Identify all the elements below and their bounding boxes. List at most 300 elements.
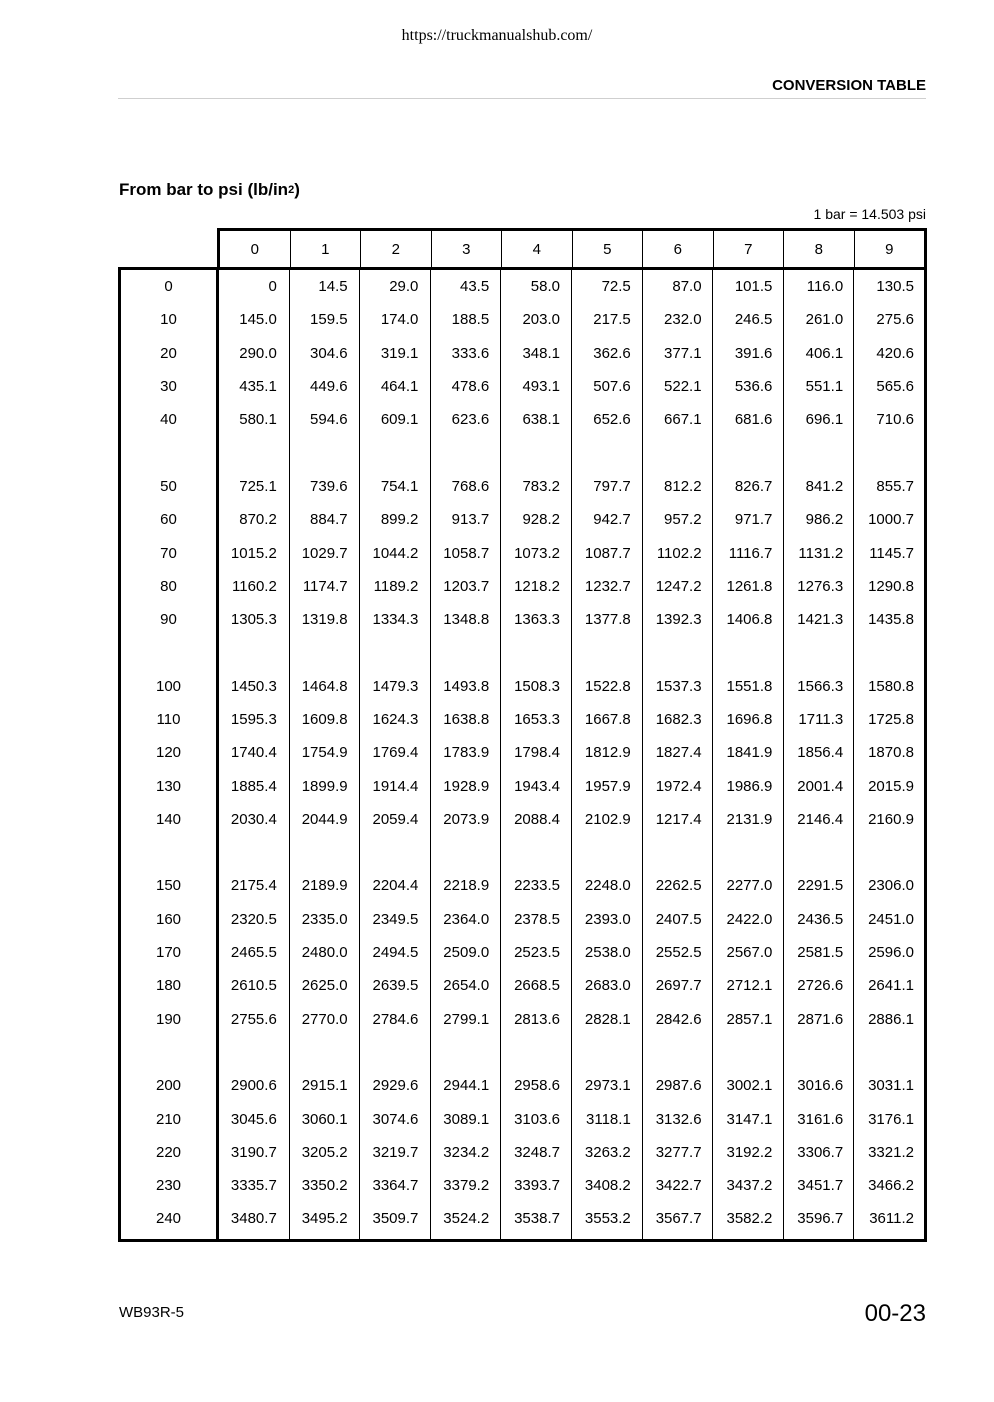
table-row xyxy=(121,1136,924,1169)
table-cell: 1972.4 xyxy=(655,777,702,795)
table-cell: 870.2 xyxy=(239,511,277,529)
table-cell: 1827.4 xyxy=(655,744,702,762)
table-cell: 3495.2 xyxy=(301,1210,348,1228)
table-cell: 2015.9 xyxy=(868,777,914,795)
table-cell: 116.0 xyxy=(806,278,844,296)
table-row xyxy=(121,936,924,969)
table-cell: 3408.2 xyxy=(584,1177,631,1195)
table-cell: 1261.8 xyxy=(726,577,773,595)
table-cell: 551.1 xyxy=(805,378,844,396)
table-cell: 2641.1 xyxy=(868,977,914,995)
table-cell: 3074.6 xyxy=(372,1110,419,1128)
table-row xyxy=(121,403,924,436)
table-cell: 2306.0 xyxy=(868,877,914,895)
table-row xyxy=(121,869,924,902)
page-number: 00-23 xyxy=(864,1300,926,1327)
table-cell: 145.0 xyxy=(239,311,277,329)
row-label: 40 xyxy=(160,411,177,429)
table-cell: 1856.4 xyxy=(797,744,844,762)
table-cell: 1580.8 xyxy=(868,677,914,695)
table-cell: 2059.4 xyxy=(372,810,419,828)
table-cell: 1116.7 xyxy=(728,544,773,562)
table-cell: 841.2 xyxy=(805,477,844,495)
table-cell: 1957.9 xyxy=(584,777,631,795)
table-cell: 899.2 xyxy=(380,511,419,529)
table-cell: 2335.0 xyxy=(301,910,348,928)
table-cell: 681.6 xyxy=(734,411,773,429)
row-label: 120 xyxy=(155,744,182,762)
table-cell: 2581.5 xyxy=(797,944,844,962)
table-cell: 783.2 xyxy=(522,477,560,495)
table-cell: 2929.6 xyxy=(372,1077,419,1095)
table-cell: 3582.2 xyxy=(726,1210,773,1228)
row-label: 70 xyxy=(160,544,177,562)
table-cell: 1522.8 xyxy=(584,677,631,695)
table-cell: 2973.1 xyxy=(584,1077,631,1095)
table-cell: 1551.8 xyxy=(726,677,773,695)
group-spacer xyxy=(121,836,924,869)
table-cell: 1696.8 xyxy=(726,711,773,728)
table-cell: 1421.3 xyxy=(797,611,844,629)
table-cell: 3524.2 xyxy=(443,1210,490,1228)
table-cell: 1058.7 xyxy=(443,544,490,562)
row-label: 10 xyxy=(160,311,177,329)
table-cell: 754.1 xyxy=(380,477,419,495)
table-cell: 1508.3 xyxy=(514,677,560,695)
table-cell: 565.6 xyxy=(876,378,914,396)
table-row xyxy=(121,536,924,569)
table-cell: 1217.4 xyxy=(655,810,702,828)
table-cell: 1000.7 xyxy=(868,511,914,529)
table-cell: 464.1 xyxy=(380,378,419,396)
table-cell: 1653.3 xyxy=(514,711,560,728)
table-cell: 2407.5 xyxy=(655,910,702,928)
row-label: 160 xyxy=(155,910,182,928)
table-cell: 3248.7 xyxy=(514,1143,560,1161)
table-cell: 87.0 xyxy=(672,278,702,296)
row-label: 80 xyxy=(160,577,177,595)
table-cell: 1392.3 xyxy=(655,611,702,629)
table-cell: 2523.5 xyxy=(514,944,560,962)
table-cell: 1348.8 xyxy=(443,611,490,629)
table-cell: 1276.3 xyxy=(797,577,844,595)
table-cell: 2146.4 xyxy=(797,810,844,828)
table-cell: 2639.5 xyxy=(372,977,419,995)
table-cell: 2364.0 xyxy=(443,910,490,928)
table-cell: 580.1 xyxy=(239,411,277,429)
table-cell: 1189.2 xyxy=(373,577,419,595)
table-cell: 435.1 xyxy=(239,378,277,396)
table-cell: 1885.4 xyxy=(230,777,277,795)
table-cell: 1624.3 xyxy=(372,711,419,728)
row-label: 200 xyxy=(155,1077,182,1095)
table-cell: 1595.3 xyxy=(230,711,277,728)
table-cell: 522.1 xyxy=(664,378,702,396)
table-cell: 3234.2 xyxy=(443,1143,490,1161)
table-cell: 1812.9 xyxy=(584,744,631,762)
table-cell: 2204.4 xyxy=(372,877,419,895)
row-label: 150 xyxy=(155,877,182,895)
table-cell: 2030.4 xyxy=(230,810,277,828)
table-cell: 3538.7 xyxy=(514,1210,560,1228)
row-label: 110 xyxy=(156,711,181,728)
table-cell: 2451.0 xyxy=(868,910,914,928)
table-cell: 1943.4 xyxy=(514,777,560,795)
table-cell: 1174.7 xyxy=(302,577,348,595)
table-cell: 1638.8 xyxy=(443,711,490,728)
table-cell: 275.6 xyxy=(876,311,914,329)
row-label: 220 xyxy=(155,1143,182,1161)
table-cell: 1015.2 xyxy=(230,544,277,562)
table-cell: 2320.5 xyxy=(230,910,277,928)
table-cell: 1160.2 xyxy=(232,577,277,595)
table-cell: 2422.0 xyxy=(726,910,773,928)
table-cell: 1725.8 xyxy=(868,711,914,728)
table-cell: 377.1 xyxy=(664,344,702,362)
table-cell: 928.2 xyxy=(522,511,560,529)
table-cell: 391.6 xyxy=(734,344,773,362)
table-cell: 246.5 xyxy=(734,311,773,329)
table-cell: 1029.7 xyxy=(301,544,348,562)
table-cell: 3031.1 xyxy=(868,1077,914,1095)
table-cell: 2349.5 xyxy=(372,910,419,928)
table-cell: 1740.4 xyxy=(230,744,277,762)
table-cell: 43.5 xyxy=(459,278,490,296)
page-title-close: ) xyxy=(294,180,300,199)
table-cell: 2944.1 xyxy=(443,1077,490,1095)
table-cell: 2248.0 xyxy=(584,877,631,895)
table-cell: 1783.9 xyxy=(443,744,490,762)
row-label: 240 xyxy=(155,1210,182,1228)
row-label: 0 xyxy=(164,278,173,296)
table-row xyxy=(121,337,924,370)
table-cell: 710.6 xyxy=(876,411,914,429)
table-cell: 1203.7 xyxy=(443,577,490,595)
table-cell: 2175.4 xyxy=(230,877,277,895)
table-cell: 3480.7 xyxy=(230,1210,277,1228)
table-cell: 3103.6 xyxy=(514,1110,560,1128)
column-header-4: 4 xyxy=(502,231,573,268)
table-cell: 1841.9 xyxy=(726,744,773,762)
table-cell: 3002.1 xyxy=(726,1077,773,1095)
row-label: 190 xyxy=(155,1010,182,1028)
table-cell: 1044.2 xyxy=(372,544,419,562)
table-cell: 1450.3 xyxy=(230,677,277,695)
table-cell: 3596.7 xyxy=(797,1210,844,1228)
conversion-factor: 1 bar = 14.503 psi xyxy=(813,206,926,222)
table-cell: 188.5 xyxy=(451,311,490,329)
table-cell: 1363.3 xyxy=(514,611,560,629)
column-header-row xyxy=(217,228,927,268)
row-label: 30 xyxy=(160,378,177,396)
table-cell: 855.7 xyxy=(876,477,914,495)
table-cell: 986.2 xyxy=(805,511,844,529)
table-cell: 493.1 xyxy=(522,378,560,396)
table-cell: 2900.6 xyxy=(230,1077,277,1095)
table-cell: 29.0 xyxy=(389,278,419,296)
table-cell: 2480.0 xyxy=(301,944,348,962)
table-cell: 2044.9 xyxy=(301,810,348,828)
table-cell: 2277.0 xyxy=(726,877,773,895)
table-cell: 1131.2 xyxy=(798,544,844,562)
table-cell: 3089.1 xyxy=(443,1110,490,1128)
table-cell: 3161.6 xyxy=(797,1110,844,1128)
table-cell: 3466.2 xyxy=(868,1177,914,1195)
table-cell: 232.0 xyxy=(664,311,702,329)
table-cell: 319.1 xyxy=(380,344,419,362)
table-cell: 2218.9 xyxy=(443,877,490,895)
page-title-superscript: 2 xyxy=(288,184,295,196)
table-cell: 2378.5 xyxy=(514,910,560,928)
table-cell: 3553.2 xyxy=(584,1210,631,1228)
table-cell: 3060.1 xyxy=(301,1110,348,1128)
table-cell: 2755.6 xyxy=(230,1010,277,1028)
table-cell: 58.0 xyxy=(530,278,560,296)
table-cell: 2610.5 xyxy=(230,977,277,995)
row-label: 130 xyxy=(155,777,182,795)
header-divider xyxy=(118,98,926,99)
table-cell: 3219.7 xyxy=(372,1143,419,1161)
table-cell: 2857.1 xyxy=(726,1010,773,1028)
table-row xyxy=(121,370,924,403)
table-row xyxy=(121,670,924,703)
column-header-3: 3 xyxy=(432,231,503,268)
table-cell: 942.7 xyxy=(593,511,631,529)
row-label: 230 xyxy=(155,1177,182,1195)
table-cell: 3016.6 xyxy=(797,1077,844,1095)
table-cell: 2494.5 xyxy=(372,944,419,962)
table-cell: 1464.8 xyxy=(301,677,348,695)
table-cell: 1754.9 xyxy=(301,744,348,762)
group-spacer xyxy=(121,1036,924,1069)
table-cell: 957.2 xyxy=(664,511,702,529)
table-cell: 348.1 xyxy=(522,344,560,362)
table-cell: 2668.5 xyxy=(514,977,560,995)
table-cell: 2784.6 xyxy=(372,1010,419,1028)
table-cell: 667.1 xyxy=(664,411,702,429)
table-cell: 1870.8 xyxy=(868,744,914,762)
table-row xyxy=(121,1069,924,1102)
table-cell: 3422.7 xyxy=(655,1177,702,1195)
table-cell: 2088.4 xyxy=(514,810,560,828)
table-cell: 72.5 xyxy=(601,278,631,296)
table-cell: 130.5 xyxy=(876,278,914,296)
row-label: 50 xyxy=(160,477,177,495)
table-row xyxy=(121,769,924,802)
column-header-7: 7 xyxy=(714,231,785,268)
table-cell: 3190.7 xyxy=(230,1143,277,1161)
table-cell: 739.6 xyxy=(310,477,348,495)
table-cell: 2958.6 xyxy=(514,1077,560,1095)
table-cell: 1914.4 xyxy=(372,777,419,795)
column-header-8: 8 xyxy=(784,231,855,268)
table-cell: 3437.2 xyxy=(726,1177,773,1195)
table-row xyxy=(121,1003,924,1036)
table-cell: 1479.3 xyxy=(372,677,419,695)
table-cell: 174.0 xyxy=(380,311,419,329)
table-cell: 406.1 xyxy=(805,344,844,362)
table-cell: 478.6 xyxy=(451,378,490,396)
table-row xyxy=(121,303,924,336)
table-cell: 797.7 xyxy=(593,477,631,495)
table-cell: 971.7 xyxy=(734,511,773,529)
table-cell: 2073.9 xyxy=(443,810,490,828)
table-cell: 1928.9 xyxy=(443,777,490,795)
row-label: 20 xyxy=(160,344,177,362)
column-header-9: 9 xyxy=(885,241,894,258)
table-cell: 2160.9 xyxy=(868,810,914,828)
table-row xyxy=(121,503,924,536)
table-cell: 362.6 xyxy=(593,344,631,362)
column-header-6: 6 xyxy=(643,231,714,268)
table-cell: 1537.3 xyxy=(655,677,702,695)
table-cell: 1087.7 xyxy=(584,544,631,562)
table-cell: 3132.6 xyxy=(655,1110,702,1128)
table-row xyxy=(121,903,924,936)
table-cell: 2842.6 xyxy=(655,1010,702,1028)
page-title-text: From bar to psi (lb/in xyxy=(119,180,289,199)
table-cell: 2393.0 xyxy=(584,910,631,928)
table-cell: 3192.2 xyxy=(726,1143,773,1161)
table-cell: 812.2 xyxy=(664,477,702,495)
table-cell: 2683.0 xyxy=(584,977,631,995)
table-row xyxy=(121,570,924,603)
table-cell: 2799.1 xyxy=(443,1010,490,1028)
table-cell: 2102.9 xyxy=(584,810,631,828)
table-cell: 1798.4 xyxy=(514,744,560,762)
table-cell: 1899.9 xyxy=(301,777,348,795)
row-label: 210 xyxy=(155,1110,182,1128)
group-spacer xyxy=(121,436,924,469)
table-cell: 2538.0 xyxy=(584,944,631,962)
table-row xyxy=(121,470,924,503)
table-cell: 2625.0 xyxy=(301,977,348,995)
table-cell: 3321.2 xyxy=(868,1143,914,1161)
table-cell: 3205.2 xyxy=(301,1143,348,1161)
table-cell: 2712.1 xyxy=(726,977,773,995)
table-cell: 3118.1 xyxy=(586,1110,631,1128)
table-cell: 3611.2 xyxy=(869,1210,914,1228)
table-cell: 3335.7 xyxy=(230,1177,277,1195)
table-row xyxy=(121,969,924,1002)
table-cell: 3306.7 xyxy=(797,1143,844,1161)
table-cell: 2697.7 xyxy=(655,977,702,995)
table-cell: 2770.0 xyxy=(301,1010,348,1028)
table-cell: 2291.5 xyxy=(797,877,844,895)
table-cell: 3379.2 xyxy=(443,1177,490,1195)
table-cell: 3364.7 xyxy=(372,1177,419,1195)
table-cell: 1102.2 xyxy=(656,544,702,562)
table-cell: 2001.4 xyxy=(797,777,844,795)
table-cell: 1145.7 xyxy=(869,544,914,562)
table-cell: 1319.8 xyxy=(301,611,348,629)
table-cell: 1711.3 xyxy=(798,711,844,728)
table-cell: 652.6 xyxy=(593,411,631,429)
table-cell: 1566.3 xyxy=(797,677,844,695)
table-cell: 2813.6 xyxy=(514,1010,560,1028)
table-cell: 2726.6 xyxy=(797,977,844,995)
table-cell: 1247.2 xyxy=(655,577,702,595)
table-cell: 884.7 xyxy=(310,511,348,529)
table-cell: 3277.7 xyxy=(655,1143,702,1161)
table-cell: 1986.9 xyxy=(726,777,773,795)
table-cell: 3147.1 xyxy=(726,1110,773,1128)
group-spacer xyxy=(121,636,924,669)
table-cell: 1769.4 xyxy=(372,744,419,762)
table-cell: 3393.7 xyxy=(514,1177,560,1195)
table-cell: 2131.9 xyxy=(726,810,773,828)
table-cell: 1290.8 xyxy=(868,577,914,595)
table-cell: 2509.0 xyxy=(443,944,490,962)
table-cell: 2596.0 xyxy=(868,944,914,962)
row-label: 90 xyxy=(160,611,177,629)
table-cell: 1305.3 xyxy=(230,611,277,629)
table-cell: 203.0 xyxy=(522,311,560,329)
table-cell: 420.6 xyxy=(876,344,914,362)
table-cell: 3263.2 xyxy=(584,1143,631,1161)
table-cell: 2233.5 xyxy=(514,877,560,895)
table-cell: 2465.5 xyxy=(230,944,277,962)
source-url: https://truckmanualshub.com/ xyxy=(401,27,593,44)
column-header-0: 0 xyxy=(220,231,291,268)
table-cell: 536.6 xyxy=(734,378,773,396)
table-cell: 304.6 xyxy=(310,344,348,362)
table-cell: 1377.8 xyxy=(584,611,631,629)
table-cell: 2987.6 xyxy=(655,1077,702,1095)
table-cell: 1406.8 xyxy=(726,611,773,629)
table-row xyxy=(121,703,924,736)
row-label: 170 xyxy=(155,944,182,962)
table-row xyxy=(121,736,924,769)
table-cell: 1073.2 xyxy=(514,544,560,562)
table-row xyxy=(121,603,924,636)
table-cell: 3176.1 xyxy=(868,1110,914,1128)
table-cell: 594.6 xyxy=(310,411,348,429)
table-cell: 609.1 xyxy=(380,411,419,429)
row-label: 140 xyxy=(155,810,182,828)
table-cell: 2262.5 xyxy=(655,877,702,895)
table-cell: 768.6 xyxy=(451,477,490,495)
table-cell: 1682.3 xyxy=(655,711,702,728)
section-title: CONVERSION TABLE xyxy=(772,77,926,94)
table-row xyxy=(121,1102,924,1135)
table-cell: 0 xyxy=(268,278,277,296)
table-cell: 507.6 xyxy=(593,378,631,396)
table-cell: 1232.7 xyxy=(584,577,631,595)
table-cell: 725.1 xyxy=(239,477,277,495)
table-cell: 1493.8 xyxy=(443,677,490,695)
table-cell: 696.1 xyxy=(805,411,844,429)
page-title xyxy=(119,180,300,200)
table-cell: 2828.1 xyxy=(584,1010,631,1028)
table-cell: 2915.1 xyxy=(301,1077,348,1095)
row-label: 60 xyxy=(160,511,177,529)
table-row xyxy=(121,1202,924,1235)
table-row xyxy=(121,270,924,303)
table-cell: 2567.0 xyxy=(726,944,773,962)
column-header-2: 2 xyxy=(361,231,432,268)
table-cell: 14.5 xyxy=(318,278,348,296)
table-cell: 1667.8 xyxy=(584,711,631,728)
table-cell: 3509.7 xyxy=(372,1210,419,1228)
footer-model: WB93R-5 xyxy=(119,1304,185,1321)
table-cell: 290.0 xyxy=(239,344,277,362)
table-cell: 638.1 xyxy=(522,411,560,429)
table-cell: 261.0 xyxy=(805,311,844,329)
table-cell: 3567.7 xyxy=(655,1210,702,1228)
row-label: 100 xyxy=(155,677,182,695)
table-cell: 2552.5 xyxy=(655,944,702,962)
